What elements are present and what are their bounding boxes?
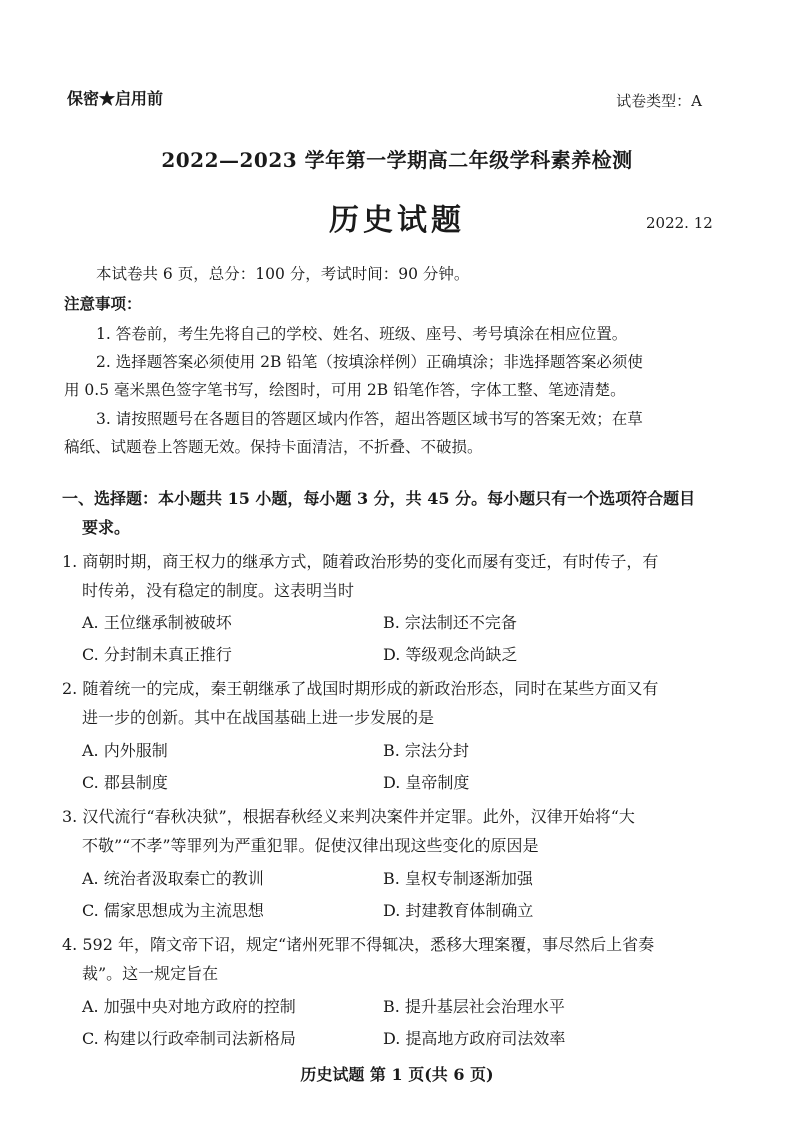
question-3-stem-cont: 不敬”“不孝”等罪列为严重犯罪。促使汉律出现这些变化的原因是 [82, 836, 539, 855]
note-item: 2. 选择题答案必须使用 2B 铅笔（按填涂样例）正确填涂；非选择题答案必须使 [96, 353, 643, 371]
question-4-option-b: B. 提升基层社会治理水平 [383, 997, 565, 1016]
confidential-mark: 保密★启用前 [67, 89, 164, 108]
question-3-option-b: B. 皇权专制逐渐加强 [383, 869, 533, 888]
question-4-option-c: C. 构建以行政牵制司法新格局 [82, 1029, 296, 1048]
exam-date: 2022. 12 [646, 214, 713, 232]
question-4-option-d: D. 提高地方政府司法效率 [383, 1029, 566, 1048]
question-2-option-d: D. 皇帝制度 [383, 773, 470, 792]
exam-info-line: 本试卷共 6 页，总分：100 分，考试时间：90 分钟。 [96, 265, 470, 283]
section-heading: 一、选择题：本小题共 15 小题，每小题 3 分，共 45 分。每小题只有一个选项符合题目 [62, 489, 696, 508]
question-3-option-c: C. 儒家思想成为主流思想 [82, 901, 264, 920]
question-4-stem: 4. 592 年，隋文帝下诏，规定“诸州死罪不得辄决，悉移大理案覆，事尽然后上省奏 [62, 935, 655, 954]
paper-type-label: 试卷类型：A [616, 92, 702, 110]
question-3-option-d: D. 封建教育体制确立 [383, 901, 534, 920]
section-heading-cont: 要求。 [82, 518, 131, 537]
question-2-stem: 2. 随着统一的完成，秦王朝继承了战国时期形成的新政治形态，同时在某些方面又有 [62, 679, 659, 698]
question-1-option-c: C. 分封制未真正推行 [82, 645, 232, 664]
page-footer: 历史试题 第 1 页(共 6 页) [300, 1065, 494, 1084]
subject-title: 历史试题 [329, 203, 465, 238]
note-item: 1. 答卷前，考生先将自己的学校、姓名、班级、座号、考号填涂在相应位置。 [96, 325, 628, 343]
question-3-option-a: A. 统治者汲取秦亡的教训 [82, 869, 264, 888]
note-item-cont: 稿纸、试题卷上答题无效。保持卡面清洁，不折叠、不破损。 [64, 438, 483, 456]
question-1-stem: 1. 商朝时期，商王权力的继承方式，随着政治形势的变化而屡有变迁，有时传子，有 [62, 552, 659, 571]
question-4-option-a: A. 加强中央对地方政府的控制 [82, 997, 296, 1016]
question-1-stem-cont: 时传弟，没有稳定的制度。这表明当时 [82, 581, 355, 600]
note-item: 3. 请按照题号在各题目的答题区域内作答，超出答题区域书写的答案无效；在草 [96, 410, 643, 428]
question-3-stem: 3. 汉代流行“春秋决狱”，根据春秋经义来判决案件并定罪。此外，汉律开始将“大 [62, 807, 635, 826]
question-4-stem-cont: 裁”。这一规定旨在 [82, 964, 219, 983]
question-2-stem-cont: 进一步的创新。其中在战国基础上进一步发展的是 [82, 708, 435, 727]
question-1-option-b: B. 宗法制还不完备 [383, 613, 517, 632]
exam-title: 2022—2023 学年第一学期高二年级学科素养检测 [161, 148, 633, 172]
question-2-option-b: B. 宗法分封 [383, 741, 469, 760]
note-item-cont: 用 0.5 毫米黑色签字笔书写，绘图时，可用 2B 铅笔作答，字体工整、笔迹清楚。 [64, 381, 626, 399]
notes-heading: 注意事项： [64, 294, 142, 313]
question-2-option-c: C. 郡县制度 [82, 773, 168, 792]
question-2-option-a: A. 内外服制 [82, 741, 168, 760]
question-1-option-d: D. 等级观念尚缺乏 [383, 645, 518, 664]
question-1-option-a: A. 王位继承制被破坏 [82, 613, 232, 632]
